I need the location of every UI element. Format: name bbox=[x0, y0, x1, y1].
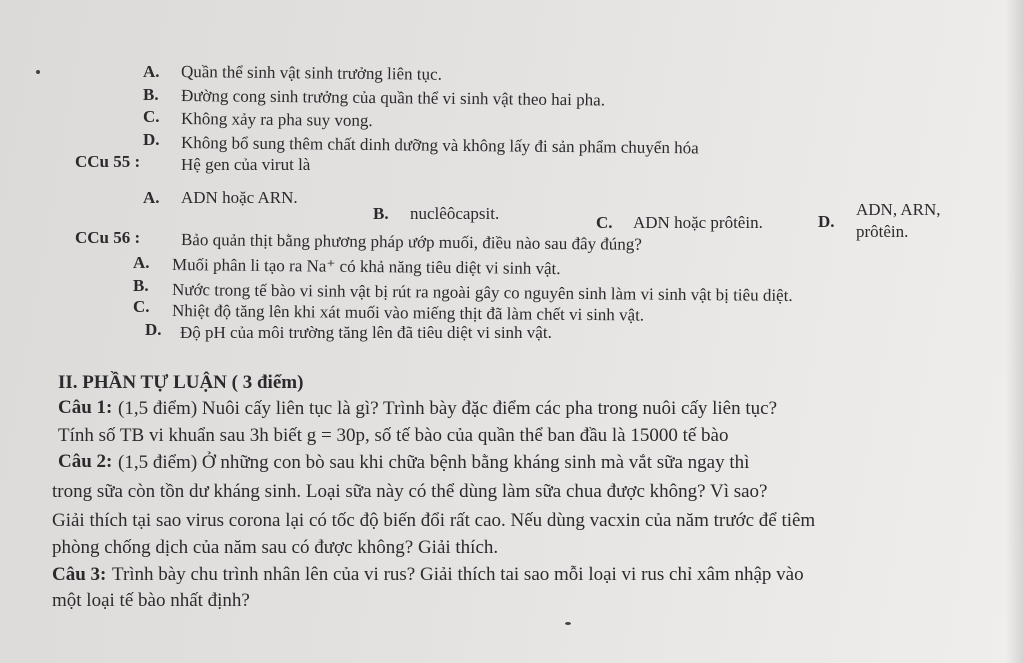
q55-option-b-label: B. bbox=[373, 204, 389, 223]
q56-option-b-text: Nước trong tế bào vi sinh vật bị rút ra ngoài gây co nguyên sinh làm vi sinh vật bị tiêu diệt. bbox=[171, 280, 793, 305]
q55-option-a-text: ADN hoặc ARN. bbox=[181, 188, 298, 207]
q55-question: Hệ gen của virut là bbox=[181, 155, 311, 174]
q56-option-c-label: C. bbox=[133, 297, 150, 316]
essay-q2-line2: trong sữa còn tồn dư kháng sinh. Loại sữa này có thể dùng làm sữa chua được không? Vì sao? bbox=[52, 481, 768, 502]
paper-speck bbox=[36, 70, 40, 74]
q55-option-d-text-line2: prôtêin. bbox=[856, 222, 909, 241]
paper-speck bbox=[565, 622, 571, 625]
essay-q3-line2: một loại tế bào nhất định? bbox=[52, 590, 250, 611]
q55-option-b-text: nuclêôcapsit. bbox=[410, 204, 500, 223]
essay-q3-line1: Trình bày chu trình nhân lên của vi rus? Giải thích tai sao mỗi loại vi rus chỉ xâm nhập vào bbox=[112, 564, 804, 585]
essay-q2-line1: (1,5 điểm) Ở những con bò sau khi chữa bệnh bằng kháng sinh mà vắt sữa ngay thì bbox=[118, 452, 750, 473]
essay-q2-line4: phòng chống dịch của năm sau có được không? Giải thích. bbox=[52, 537, 499, 558]
q55-option-d-label: D. bbox=[818, 212, 835, 231]
q56-option-b-label: B. bbox=[133, 276, 149, 295]
essay-q3-title: Câu 3: bbox=[52, 564, 107, 585]
q56-option-d-text: Độ pH của môi trường tăng lên đã tiêu diệt vi sinh vật. bbox=[180, 323, 552, 342]
q56-option-c-text: Nhiệt độ tăng lên khi xát muối vào miếng thịt đã làm chết vi sinh vật. bbox=[171, 301, 645, 325]
page-edge-shadow bbox=[1006, 0, 1024, 663]
q56-option-a-label: A. bbox=[133, 253, 150, 272]
essay-q1-title: Câu 1: bbox=[58, 397, 113, 418]
essay-q2-title: Câu 2: bbox=[58, 451, 113, 472]
q55-option-a-label: A. bbox=[143, 188, 160, 207]
q55-option-d-text: ADN, ARN, bbox=[856, 200, 941, 219]
q55-option-c-text: ADN hoặc prôtêin. bbox=[633, 213, 763, 232]
q54-option-c-label: C. bbox=[143, 107, 160, 126]
q54-option-a-label: A. bbox=[143, 62, 160, 81]
essay-q2-line3: Giải thích tại sao virus corona lại có tốc độ biến đổi rất cao. Nếu dùng vacxin của năm trước để tiêm bbox=[52, 510, 816, 531]
q55-option-c-label: C. bbox=[596, 213, 613, 232]
q55-number: CCu 55 : bbox=[75, 152, 141, 171]
q54-option-b-label: B. bbox=[143, 85, 159, 104]
essay-q1-line1: (1,5 điểm) Nuôi cấy liên tục là gì? Trình bày đặc điểm các pha trong nuôi cấy liên tục? bbox=[118, 398, 777, 419]
q56-option-d-label: D. bbox=[145, 320, 162, 339]
q56-option-a-text: Muối phân li tạo ra Na⁺ có khả năng tiêu diệt vi sinh vật. bbox=[171, 255, 561, 279]
q56-number: CCu 56 : bbox=[75, 228, 141, 247]
q56-question: Bảo quản thịt bằng phương pháp ướp muối, điều nào sau đây đúng? bbox=[180, 230, 642, 254]
q54-option-d-label: D. bbox=[143, 130, 160, 149]
q54-option-a-text: Quần thể sinh vật sinh trưởng liên tục. bbox=[180, 62, 442, 84]
q54-option-b-text: Đường cong sinh trưởng của quần thể vi sinh vật theo hai pha. bbox=[180, 86, 606, 110]
essay-q1-line2: Tính số TB vi khuẩn sau 3h biết g = 30p, số tế bào của quần thể ban đầu là 15000 tế bào bbox=[58, 425, 729, 446]
essay-heading: II. PHẦN TỰ LUẬN ( 3 điểm) bbox=[58, 372, 304, 393]
q54-option-d-text: Không bổ sung thêm chất dinh dưỡng và không lấy đi sản phẩm chuyển hóa bbox=[180, 133, 699, 158]
q54-option-c-text: Không xảy ra pha suy vong. bbox=[180, 109, 373, 131]
